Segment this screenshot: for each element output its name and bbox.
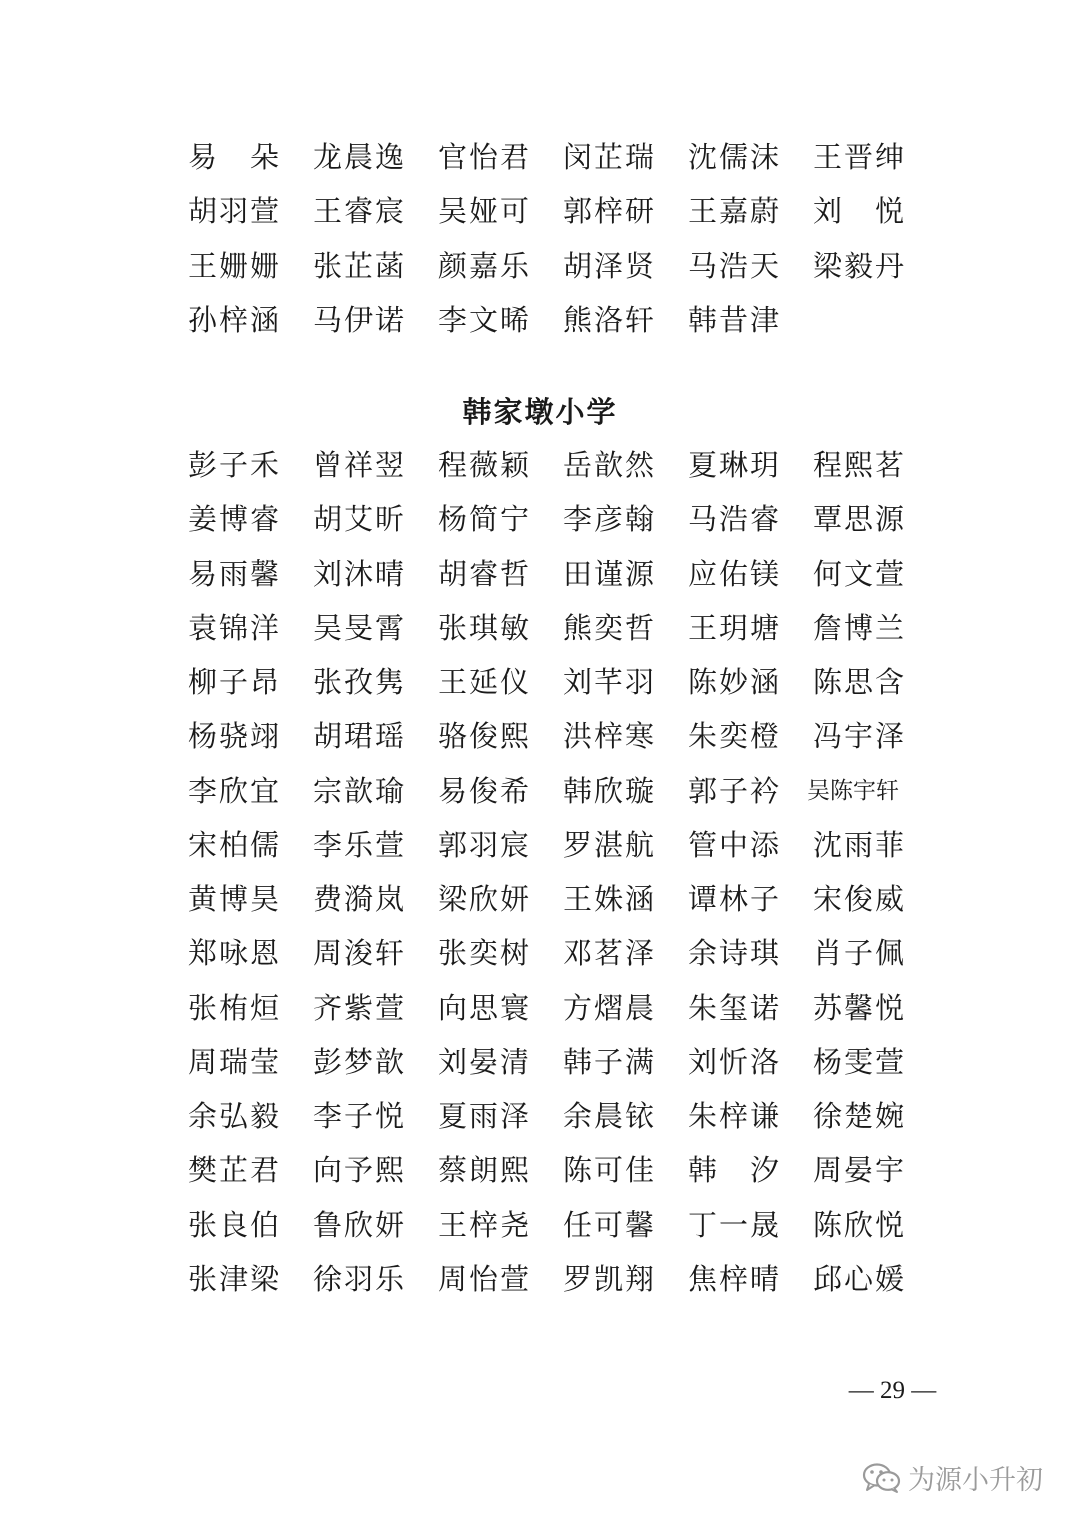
student-name: 苏馨悦 <box>813 990 907 1025</box>
student-name: 柳子昂 <box>188 665 282 699</box>
student-name: 徐楚婉 <box>813 1099 907 1133</box>
name-row <box>0 137 1080 191</box>
student-name: 刘 悦 <box>813 194 907 229</box>
name-row <box>0 246 1080 300</box>
student-name: 陈欣悦 <box>813 1207 907 1242</box>
student-name: 冯宇泽 <box>813 719 907 754</box>
student-name: 谭林子 <box>688 882 782 916</box>
student-name: 宗歆瑜 <box>313 773 407 808</box>
student-name: 王梓尧 <box>438 1207 532 1242</box>
student-name: 鲁欣妍 <box>313 1207 407 1242</box>
student-name: 余晨铱 <box>563 1099 657 1133</box>
student-name: 郭羽宸 <box>438 827 532 862</box>
student-name: 李文晞 <box>438 302 532 337</box>
student-name: 颜嘉乐 <box>438 248 532 283</box>
student-name: 王姝涵 <box>563 882 657 916</box>
student-name: 易雨馨 <box>188 556 282 591</box>
student-name: 周瑞莹 <box>188 1044 282 1079</box>
student-name: 易俊希 <box>438 773 532 808</box>
student-name: 胡泽贤 <box>563 248 657 283</box>
name-row <box>0 1042 1080 1096</box>
student-name: 洪梓寒 <box>563 719 657 754</box>
student-name: 余诗琪 <box>688 936 782 971</box>
student-name: 张栯烜 <box>188 990 282 1025</box>
student-name: 韩 汐 <box>688 1153 782 1188</box>
student-name: 朱梓谦 <box>688 1099 782 1133</box>
name-row <box>0 445 1080 499</box>
student-name: 刘芊羽 <box>563 665 657 699</box>
student-name: 陈思含 <box>813 665 907 699</box>
student-name: 张孜隽 <box>313 665 407 699</box>
student-name: 宋柏儒 <box>188 827 282 862</box>
name-row <box>0 716 1080 770</box>
student-name: 马伊诺 <box>313 302 407 337</box>
student-name: 李彦翰 <box>563 502 657 537</box>
student-name: 向思寰 <box>438 990 532 1025</box>
student-name: 熊洛轩 <box>563 302 657 337</box>
name-row <box>0 662 1080 716</box>
section-title-hanjiadun: 韩家墩小学 <box>462 395 618 429</box>
student-name: 陈可佳 <box>563 1153 657 1188</box>
student-name: 程薇颖 <box>438 448 532 482</box>
student-name: 黄博昊 <box>188 882 282 916</box>
student-name: 费漪岚 <box>313 882 407 916</box>
watermark-text: 为源小升初 <box>908 1465 1043 1496</box>
watermark <box>862 1458 1043 1497</box>
student-name: 梁毅丹 <box>813 248 907 283</box>
student-name: 熊奕哲 <box>563 610 657 645</box>
student-name: 蔡朗熙 <box>438 1153 532 1188</box>
student-name: 罗凯翔 <box>563 1261 657 1296</box>
student-name: 杨简宁 <box>438 502 532 537</box>
student-name: 向予熙 <box>313 1153 407 1188</box>
student-name: 吴旻霄 <box>313 610 407 645</box>
student-name: 刘忻洛 <box>688 1044 782 1079</box>
student-name: 袁锦洋 <box>188 610 282 645</box>
student-name: 骆俊熙 <box>438 719 532 754</box>
student-name: 程熙茗 <box>813 448 907 482</box>
name-row <box>0 933 1080 987</box>
student-name: 韩昔津 <box>688 302 782 337</box>
name-row <box>0 1205 1080 1259</box>
student-name: 王玥塘 <box>688 610 782 645</box>
name-row <box>0 1150 1080 1204</box>
name-row <box>0 1259 1080 1313</box>
student-name: 胡艾昕 <box>313 502 407 537</box>
student-name: 邓茗泽 <box>563 936 657 971</box>
student-name: 姜博睿 <box>188 502 282 537</box>
student-name: 詹博兰 <box>813 610 907 645</box>
student-name: 焦梓晴 <box>688 1261 782 1296</box>
student-name: 罗湛航 <box>563 827 657 862</box>
student-name: 吴陈宇轩 <box>807 777 899 804</box>
student-name: 龙晨逸 <box>313 140 407 174</box>
student-name: 覃思源 <box>813 502 907 537</box>
student-name: 肖子佩 <box>813 936 907 971</box>
student-name: 王姗姗 <box>188 248 282 283</box>
student-name: 宋俊威 <box>813 882 907 916</box>
student-name: 李子悦 <box>313 1099 407 1133</box>
student-name: 韩欣璇 <box>563 773 657 808</box>
student-name: 夏琳玥 <box>688 448 782 482</box>
name-row <box>0 608 1080 662</box>
name-row <box>0 825 1080 879</box>
student-name: 张奕树 <box>438 936 532 971</box>
name-row <box>0 499 1080 553</box>
student-name: 樊芷君 <box>188 1153 282 1188</box>
student-name: 沈雨菲 <box>813 827 907 862</box>
student-name: 田谨源 <box>563 556 657 591</box>
student-name: 朱奕橙 <box>688 719 782 754</box>
student-name: 郭子衿 <box>688 773 782 808</box>
student-name: 王延仪 <box>438 665 532 699</box>
student-name: 周怡萱 <box>438 1261 532 1296</box>
student-name: 易 朵 <box>188 140 282 174</box>
student-name: 方熠晨 <box>563 990 657 1025</box>
student-name: 夏雨泽 <box>438 1099 532 1133</box>
student-name: 徐羽乐 <box>313 1261 407 1296</box>
name-row <box>0 879 1080 933</box>
student-name: 陈妙涵 <box>688 665 782 699</box>
student-name: 管中添 <box>688 827 782 862</box>
student-name: 张琪敏 <box>438 610 532 645</box>
name-row <box>0 554 1080 608</box>
student-name: 胡羽萱 <box>188 194 282 229</box>
student-name: 周浚轩 <box>313 936 407 971</box>
student-name: 王晋绅 <box>813 140 907 174</box>
student-name: 闵芷瑞 <box>563 140 657 174</box>
student-name: 朱玺诺 <box>688 990 782 1025</box>
student-name: 杨雯萱 <box>813 1044 907 1079</box>
student-name: 应佑镁 <box>688 556 782 591</box>
student-name: 胡珺瑶 <box>313 719 407 754</box>
student-name: 曾祥翌 <box>313 448 407 482</box>
student-name: 李欣宜 <box>188 773 282 808</box>
student-name: 刘沐晴 <box>313 556 407 591</box>
student-name: 张良伯 <box>188 1207 282 1242</box>
student-name: 沈儒沫 <box>688 140 782 174</box>
name-row <box>0 771 1080 825</box>
student-name: 张津梁 <box>188 1261 282 1296</box>
student-name: 岳歆然 <box>563 448 657 482</box>
student-name: 官怡君 <box>438 140 532 174</box>
name-row <box>0 988 1080 1042</box>
student-name: 王睿宸 <box>313 194 407 229</box>
student-name: 郭梓研 <box>563 194 657 229</box>
student-name: 马浩天 <box>688 248 782 283</box>
student-name: 彭梦歆 <box>313 1044 407 1079</box>
student-name: 郑咏恩 <box>188 936 282 971</box>
student-name: 张芷菡 <box>313 248 407 283</box>
student-name: 李乐萱 <box>313 827 407 862</box>
student-name: 何文萱 <box>813 556 907 591</box>
student-name: 吴娅可 <box>438 194 532 229</box>
name-row <box>0 191 1080 245</box>
student-name: 彭子禾 <box>188 448 282 482</box>
student-name: 齐紫萱 <box>313 990 407 1025</box>
student-name: 余弘毅 <box>188 1099 282 1133</box>
page-number: — 29 — <box>848 1377 937 1404</box>
student-name: 韩子满 <box>563 1044 657 1079</box>
name-row <box>0 300 1080 354</box>
student-name: 杨骁翊 <box>188 719 282 754</box>
student-name: 邱心媛 <box>813 1261 907 1296</box>
student-name: 任可馨 <box>563 1207 657 1242</box>
student-name: 刘晏清 <box>438 1044 532 1079</box>
student-name: 梁欣妍 <box>438 882 532 916</box>
name-row <box>0 1096 1080 1150</box>
wechat-icon <box>862 1462 902 1494</box>
student-name: 胡睿哲 <box>438 556 532 591</box>
student-name: 王嘉蔚 <box>688 194 782 229</box>
student-name: 马浩睿 <box>688 502 782 537</box>
student-name: 丁一晟 <box>688 1207 782 1242</box>
student-name: 周晏宇 <box>813 1153 907 1188</box>
student-name: 孙梓涵 <box>188 302 282 337</box>
